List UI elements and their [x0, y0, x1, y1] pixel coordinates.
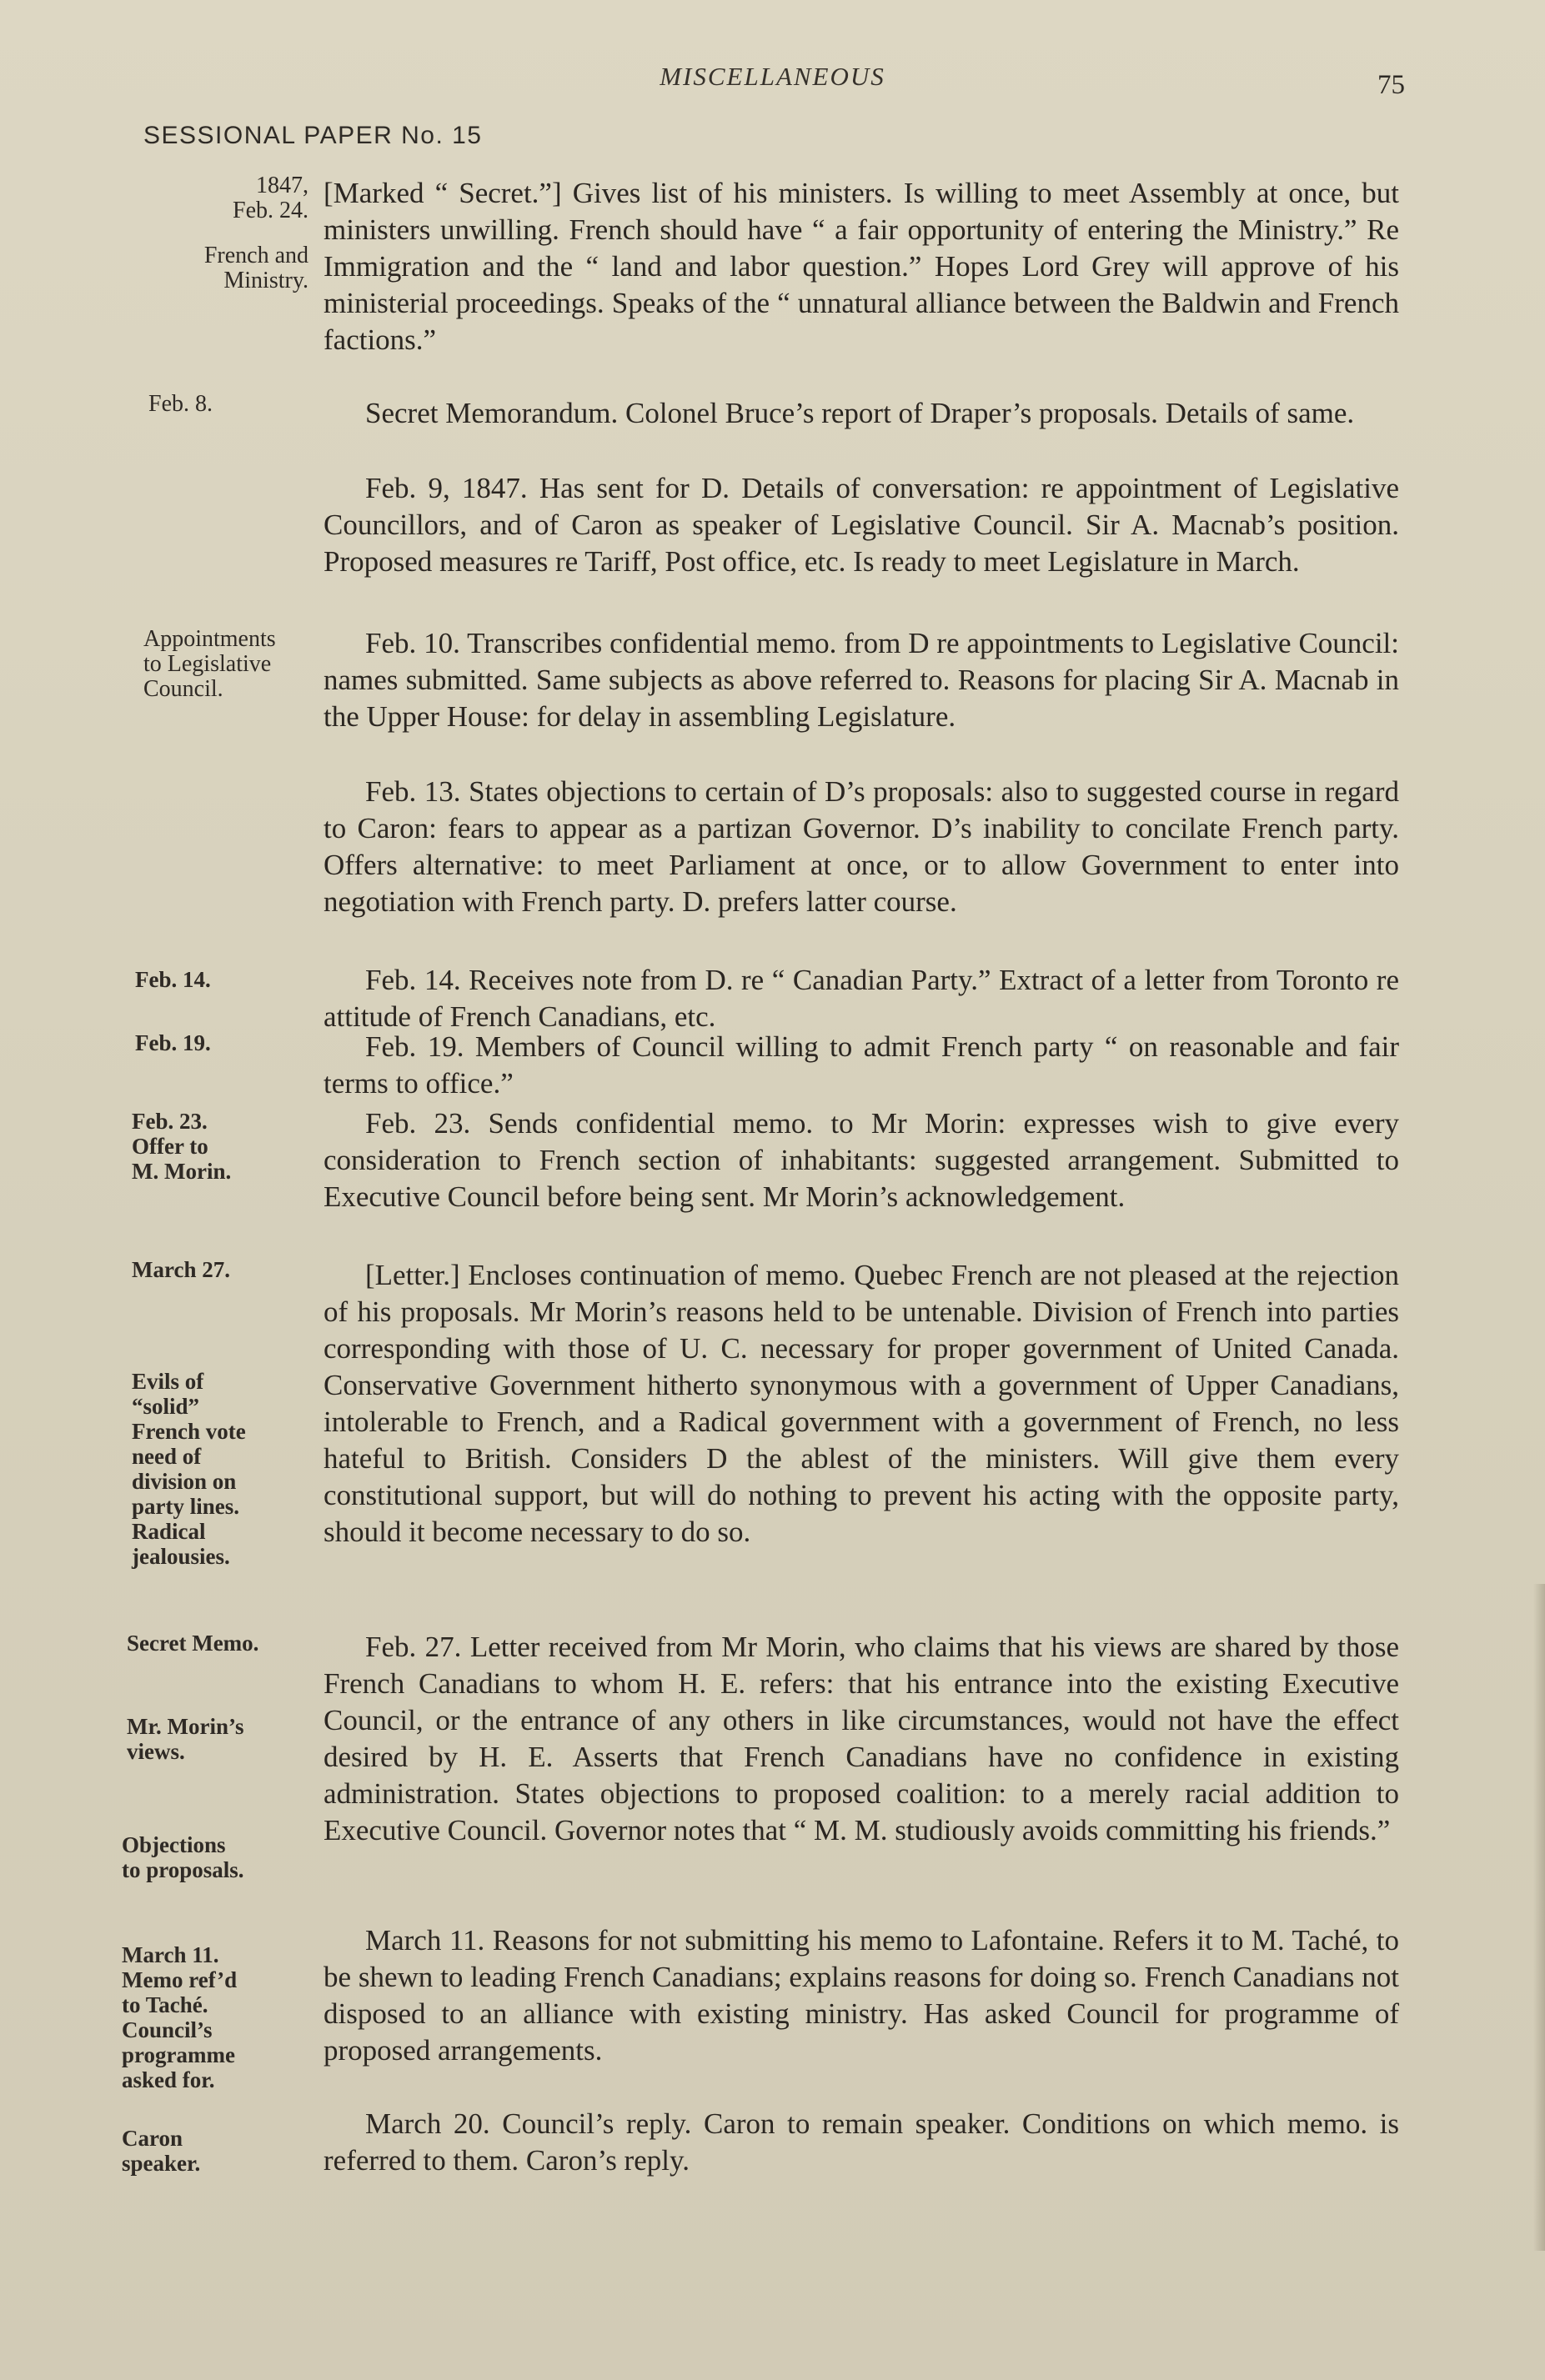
entry-paragraph: Feb. 10. Transcribes confidential memo. from D re appointments to Legislative Council: names submitted. Same subjects as above referred to. Reasons for placing Sir A. Macnab in the Upper House: for delay in assembling Legislature.: [324, 627, 1399, 733]
entry-paragraph: Secret Memorandum. Colonel Bruce’s report of Draper’s proposals. Details of same.: [365, 397, 1355, 429]
margin-note-date: Feb. 19.: [135, 1030, 211, 1055]
margin-note: French and Ministry.: [203, 243, 308, 293]
page-number: 75: [1377, 70, 1405, 100]
margin-note: Feb. 23. Offer to M. Morin.: [132, 1109, 232, 1184]
margin-note-date: 1847, Feb. 24.: [233, 173, 308, 223]
margin-note: Secret Memo.: [127, 1631, 259, 1656]
margin-note: Evils of “solid” French vote need of division on party lines. Radical jealousies.: [132, 1369, 246, 1569]
margin-note-date: Feb. 14.: [135, 967, 211, 992]
entry-paragraph: March 11. Reasons for not submitting his memo to Lafontaine. Refers it to M. Taché, to be shewn to leading French Canadians; explains reasons for doing so. French Canadians not disposed to an alliance with existing ministry. Has asked Council for programme of proposed arrangements.: [324, 1924, 1399, 2067]
sessional-paper-heading: SESSIONAL PAPER No. 15: [143, 122, 483, 149]
margin-note: Mr. Morin’s views.: [127, 1714, 244, 1764]
entry-paragraph: Feb. 23. Sends confidential memo. to Mr Morin: expresses wish to give every consideration to French section of inhabitants: suggested arrangement. Submitted to Executive Council before being sent. Mr Morin’s acknowledgement.: [324, 1107, 1399, 1213]
margin-note: Appointments to Legislative Council.: [143, 626, 276, 702]
entry-paragraph: Feb. 14. Receives note from D. re “ Canadian Party.” Extract of a letter from Toronto re attitude of French Canadians, etc.: [324, 964, 1399, 1033]
margin-note: Caron speaker.: [122, 2126, 201, 2176]
entry-paragraph: Feb. 19. Members of Council willing to admit French party “ on reasonable and fair terms to office.”: [324, 1030, 1399, 1100]
entry-paragraph: Feb. 27. Letter received from Mr Morin, who claims that his views are shared by those French Canadians to whom H. E. refers: that his entrance into the existing Executive Council, or the entrance of any others in like circumstances, would not have the effect desired by H. E. Asserts that French Canadians have no confidence in existing administration. States objections to proposed coalition: to a merely racial addition to Executive Council. Governor notes that “ M. M. studiously avoids committing his friends.”: [324, 1631, 1399, 1846]
entry-paragraph: [Letter.] Encloses continuation of memo. Quebec French are not pleased at the rejection of his proposals. Mr Morin’s reasons held to be untenable. Division of French into parties corresponding with those of U. C. necessary for proper government of United Canada. Conservative Government hitherto synonymous with a government of Upper Canadians, intolerable to French, and a Radical government with a government of French, no less hateful to British. Considers D the ablest of the ministers. Will give them every constitutional support, but will do nothing to prevent his acting with the opposite party, should it become necessary to do so.: [324, 1259, 1399, 1548]
page-edge-shadow: [1533, 1584, 1545, 2251]
margin-note-date: March 27.: [132, 1257, 230, 1282]
running-head: MISCELLANEOUS: [660, 62, 885, 91]
entry-paragraph: Feb. 13. States objections to certain of D’s proposals: also to suggested course in regard to Caron: fears to appear as a partizan Governor. D’s inability to concilate French party. Offers alternative: to meet Parliament at once, or to allow Government to enter into negotiation with French party. D. prefers latter course.: [324, 775, 1399, 918]
entry-paragraph: Feb. 9, 1847. Has sent for D. Details of conversation: re appointment of Legislative Councillors, and of Caron as speaker of Legislative Council. Sir A. Macnab’s position. Proposed measures re Tariff, Post office, etc. Is ready to meet Legislature in March.: [324, 472, 1399, 578]
entry-paragraph: [Marked “ Secret.”] Gives list of his ministers. Is willing to meet Assembly at once, but ministers unwilling. French should have “ a fair opportunity of entering the Ministry.” Re Immigration and the “ land and labor question.” Hopes Lord Grey will approve of his ministerial proceedings. Speaks of the “ unnatural alliance between the Baldwin and French factions.”: [324, 177, 1399, 356]
margin-note: Objections to proposals.: [122, 1832, 244, 1882]
margin-note-date: Feb. 8.: [148, 391, 213, 417]
entry-paragraph: March 20. Council’s reply. Caron to remain speaker. Conditions on which memo. is referred to them. Caron’s reply.: [324, 2107, 1399, 2177]
margin-note: March 11. Memo ref’d to Taché. Council’s programme asked for.: [122, 1942, 238, 2092]
